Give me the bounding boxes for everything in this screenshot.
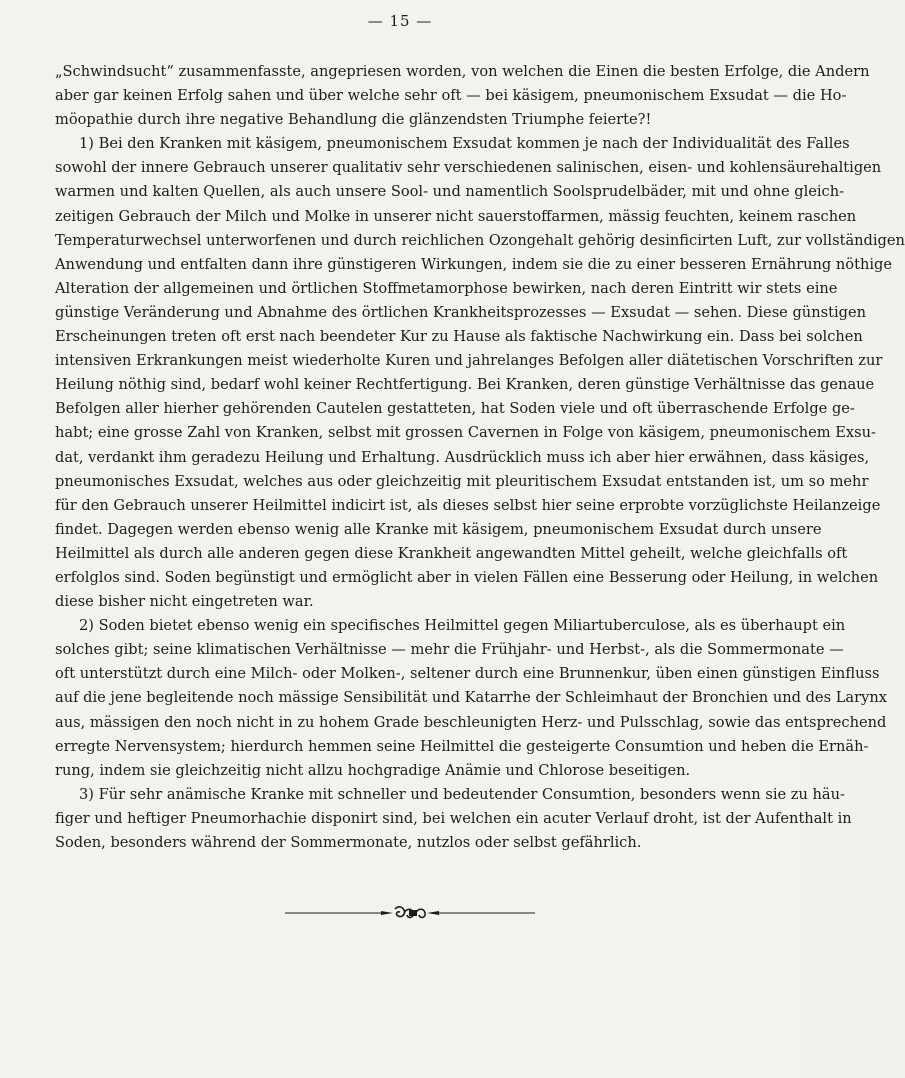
text-line: Heilmittel als durch alle anderen gegen diese Krankheit angewandten Mittel geheilt, welche gleichfalls oft: [55, 544, 848, 562]
text-line: diese bisher nicht eingetreten war.: [55, 593, 314, 611]
text-line: Temperaturwechsel unterworfenen und durch reichlichen Ozongehalt gehörig desinficirten Luft, zur vollständigen: [55, 231, 905, 249]
text-line: pneumonisches Exsudat, welches aus oder gleichzeitig mit pleuritischem Exsudat entstanden ist, um so mehr: [55, 472, 869, 490]
ornament-rule: [285, 904, 535, 922]
text-line: 1) Bei den Kranken mit käsigem, pneumonischem Exsudat kommen je nach der Individualität des Falles: [79, 135, 850, 153]
text-line: sowohl der innere Gebrauch unserer qualitativ sehr verschiedenen salinischen, eisen- und kohlensäurehaltigen: [55, 159, 882, 177]
text-line: Anwendung und entfalten dann ihre günstigeren Wirkungen, indem sie die zu einer besseren Ernährung nöthige: [55, 255, 892, 273]
text-line: habt; eine grosse Zahl von Kranken, selbst mit grossen Cavernen in Folge von käsigem, pneumonischem Exsu-: [55, 424, 876, 442]
text-line: auf die jene begleitende noch mässige Sensibilität und Katarrhe der Schleimhaut der Bronchien und des Larynx: [55, 689, 887, 707]
text-line: rung, indem sie gleichzeitig nicht allzu hochgradige Anämie und Chlorose beseitigen.: [55, 761, 691, 779]
text-line: „Schwindsucht“ zusammenfasste, angepriesen worden, von welchen die Einen die besten Erfolge, die Andern: [55, 63, 870, 80]
page-number: — 15 —: [367, 12, 433, 30]
text-line: zeitigen Gebrauch der Milch und Molke in unserer nicht sauerstoffarmen, mässig feuchten, keinem raschen: [55, 207, 857, 225]
text-line: 3) Für sehr anämische Kranke mit schneller und bedeutender Consumtion, besonders wenn sie zu häu-: [79, 785, 845, 803]
text-line: erregte Nervensystem; hierdurch hemmen seine Heilmittel die gesteigerte Consumtion und heben die Ernäh-: [55, 737, 869, 755]
text-line: erfolglos sind. Soden begünstigt und ermöglicht aber in vielen Fällen eine Besserung oder Heilung, in welchen: [55, 568, 879, 586]
text-line: Alteration der allgemeinen und örtlichen Stoffmetamorphose bewirken, nach deren Eintritt wir stets eine: [55, 279, 838, 297]
text-line: Befolgen aller hierher gehörenden Cautelen gestatteten, hat Soden viele und oft überraschende Erfolge ge-: [55, 400, 855, 418]
text-line: findet. Dagegen werden ebenso wenig alle Kranke mit käsigem, pneumonischem Exsudat durch unsere: [55, 520, 822, 538]
text-line: intensiven Erkrankungen meist wiederholte Kuren und jahrelanges Befolgen aller diätetischen Vorschriften zur: [55, 352, 883, 370]
text-line: figer und heftiger Pneumorhachie disponirt sind, bei welchen ein acuter Verlauf droht, ist der Aufenthalt in: [55, 809, 852, 827]
text-line: günstige Veränderung und Abnahme des örtlichen Krankheitsprozesses — Exsudat — sehen. Diese günstigen: [55, 303, 866, 321]
text-line: Soden, besonders während der Sommermonate, nutzlos oder selbst gefährlich.: [55, 834, 642, 851]
text-line: Erscheinungen treten oft erst nach beendeter Kur zu Hause als faktische Nachwirkung ein. Dass bei solchen: [55, 328, 863, 346]
text-line: solches gibt; seine klimatischen Verhältnisse — mehr die Frühjahr- und Herbst-, als die Sommermonate —: [55, 641, 844, 659]
text-line: Heilung nöthig sind, bedarf wohl keiner Rechtfertigung. Bei Kranken, deren günstige Verhältnisse das genaue: [55, 376, 875, 394]
body-text: [55, 60, 905, 855]
text-line: warmen und kalten Quellen, als auch unsere Sool- und namentlich Soolsprudelbäder, mit und ohne gleich-: [55, 183, 845, 201]
text-line: aber gar keinen Erfolg sahen und über welche sehr oft — bei käsigem, pneumonischem Exsudat — die Ho-: [55, 87, 847, 105]
text-line: dat, verdankt ihm geradezu Heilung und Erhaltung. Ausdrücklich muss ich aber hier erwähnen, dass käsiges,: [55, 448, 870, 466]
text-line: oft unterstützt durch eine Milch- oder Molken-, seltener durch eine Brunnenkur, üben einen günstigen Einfluss: [55, 665, 880, 683]
text-line: aus, mässigen den noch nicht in zu hohem Grade beschleunigten Herz- und Pulsschlag, sowie das entsprechend: [55, 713, 887, 731]
text-line: 2) Soden bietet ebenso wenig ein specifisches Heilmittel gegen Miliartuberculose, als es überhaupt ein: [79, 617, 846, 635]
text-line: für den Gebrauch unserer Heilmittel indicirt ist, als dieses selbst hier seine erprobte vorzüglichste Heilanzeige: [55, 496, 881, 514]
text-line: möopathie durch ihre negative Behandlung die glänzendsten Triumphe feierte?!: [55, 111, 652, 129]
